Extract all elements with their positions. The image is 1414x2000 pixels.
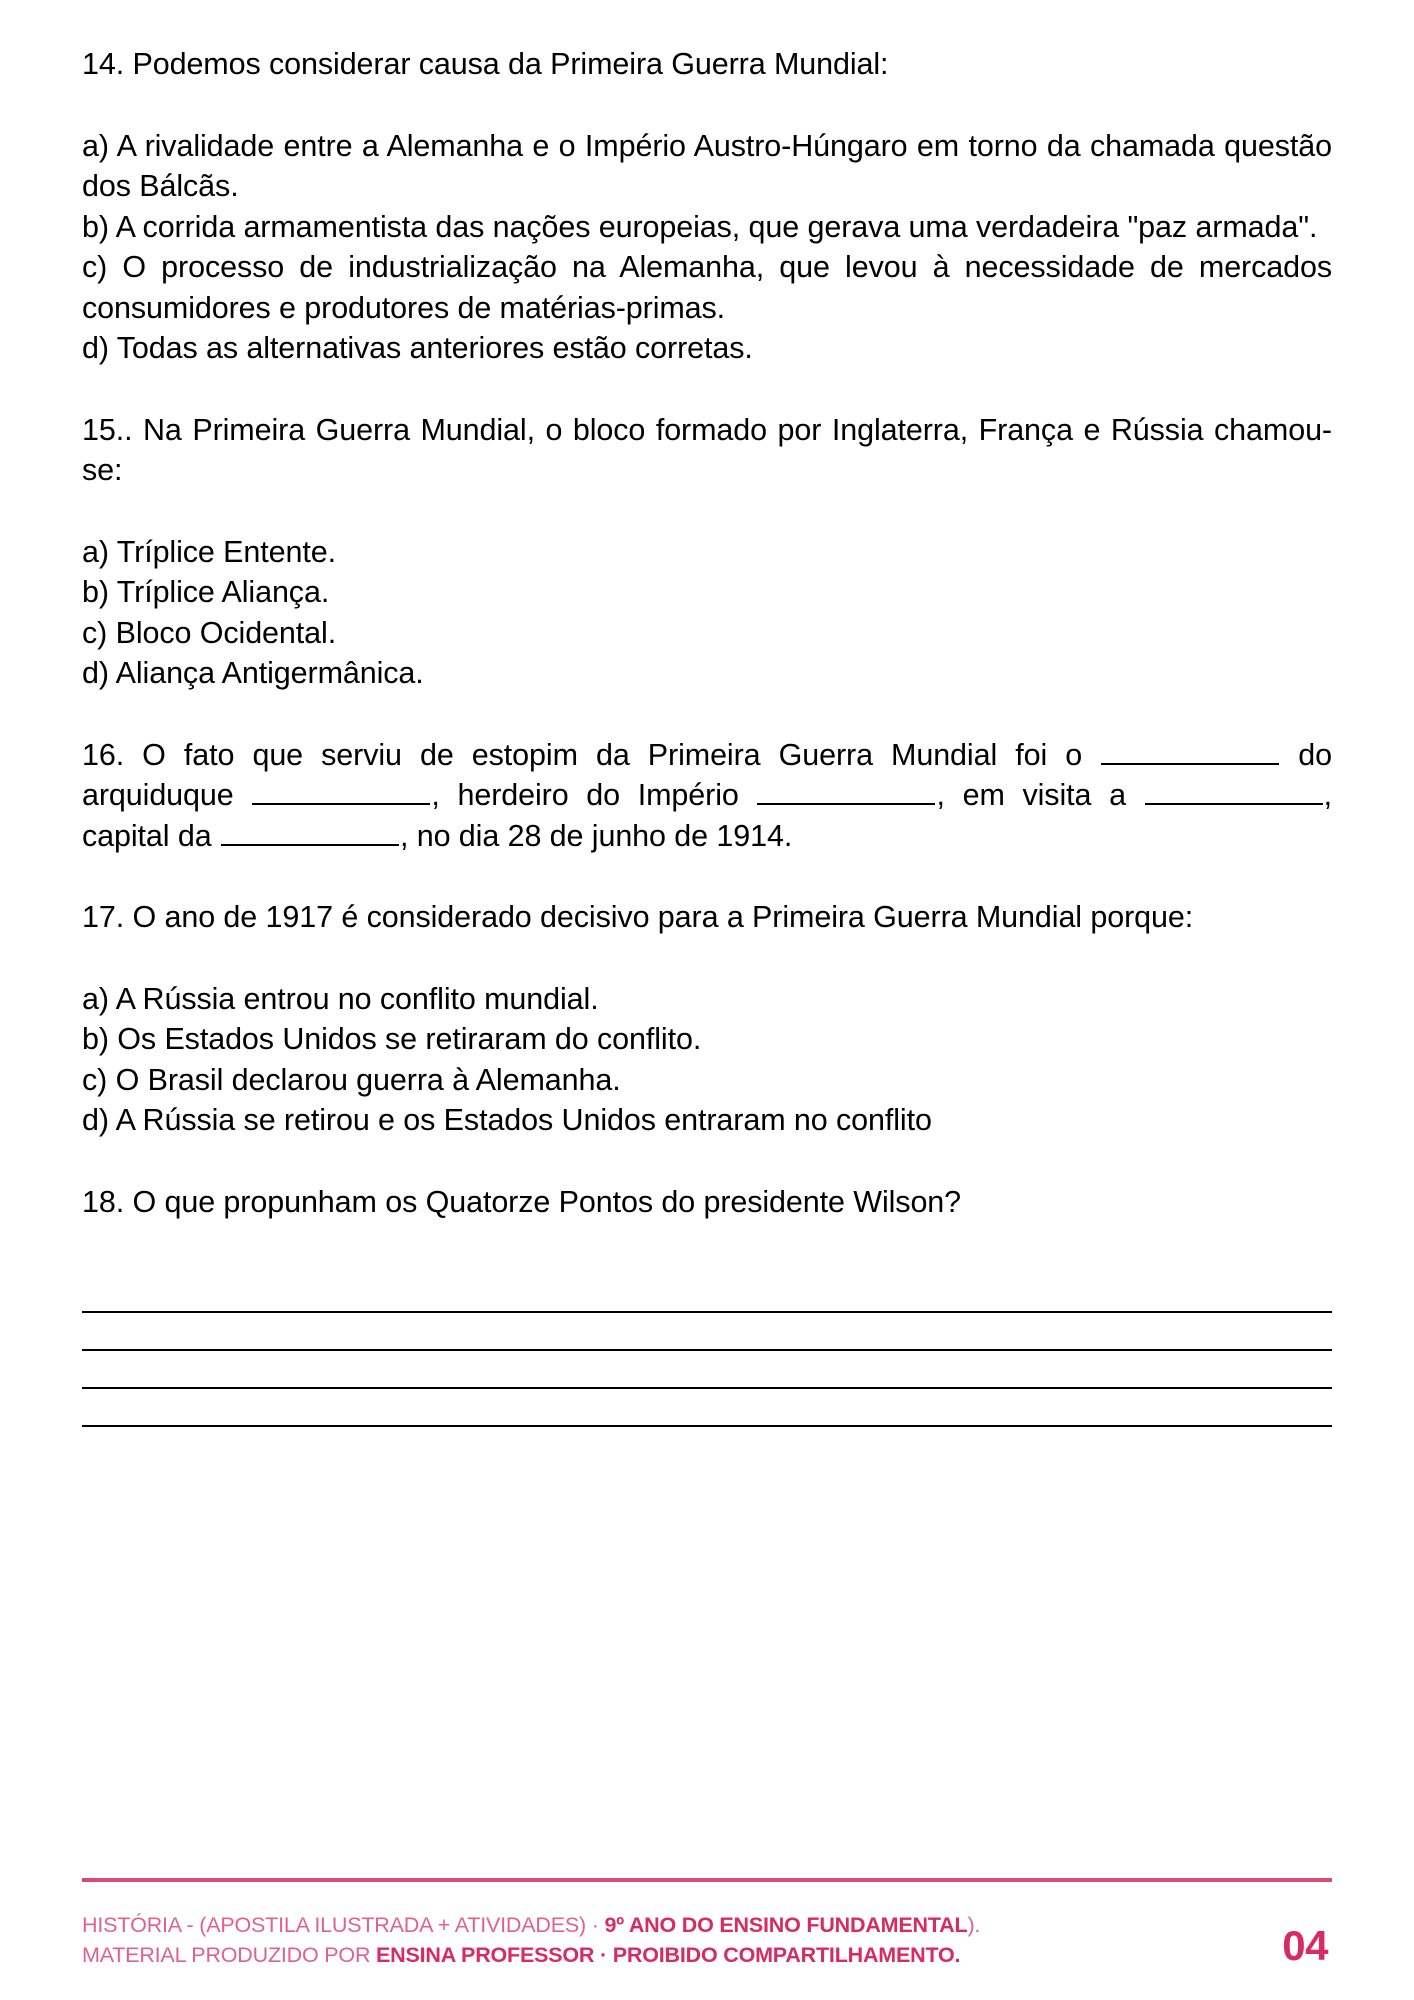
alternative-a: a) A rivalidade entre a Alemanha e o Império Austro-Húngaro em torno da chamada questão dos Bálcãs. bbox=[82, 128, 1332, 203]
alternative-b: b) Os Estados Unidos se retiraram do conflito. bbox=[82, 1022, 702, 1056]
question-15-alternatives bbox=[82, 532, 1332, 694]
question-16-part-5: , capital da bbox=[82, 778, 1333, 853]
alternative-a: a) A Rússia entrou no conflito mundial. bbox=[82, 981, 599, 1016]
page-footer bbox=[82, 1878, 1332, 1970]
answer-line[interactable] bbox=[82, 1275, 1332, 1313]
question-16 bbox=[82, 735, 1332, 857]
footer-divider bbox=[82, 1878, 1332, 1882]
spacer bbox=[82, 938, 1332, 979]
question-14 bbox=[82, 44, 1332, 369]
fill-blank-1[interactable] bbox=[1101, 739, 1279, 765]
footer-line-1-bold: 9º ANO DO ENSINO FUNDAMENTAL bbox=[604, 1913, 968, 1937]
footer-credits bbox=[82, 1910, 980, 1970]
spacer bbox=[82, 85, 1332, 126]
question-17-alternatives bbox=[82, 979, 1332, 1141]
alternative-c: c) Bloco Ocidental. bbox=[82, 615, 337, 650]
answer-line[interactable] bbox=[82, 1351, 1332, 1389]
question-17-stem: 17. O ano de 1917 é considerado decisivo para a Primeira Guerra Mundial porque: bbox=[82, 900, 1194, 934]
alternative-d: d) A Rússia se retirou e os Estados Unidos entraram no conflito bbox=[82, 1103, 932, 1137]
alternative-d: d) Todas as alternativas anteriores estão corretas. bbox=[82, 331, 753, 365]
question-16-part-1: 16. O fato que serviu de estopim da Primeira Guerra Mundial foi o bbox=[82, 737, 1083, 772]
fill-blank-2[interactable] bbox=[252, 779, 430, 805]
question-14-stem: 14. Podemos considerar causa da Primeira Guerra Mundial: bbox=[82, 47, 889, 81]
question-16-part-3: , herdeiro do Império bbox=[431, 778, 739, 812]
spacer bbox=[82, 856, 1332, 897]
fill-blank-5[interactable] bbox=[221, 820, 399, 846]
question-16-part-4: , em visita a bbox=[936, 778, 1126, 812]
question-15 bbox=[82, 410, 1332, 694]
question-16-part-6: , no dia 28 de junho de 1914. bbox=[399, 818, 793, 853]
alternative-c: c) O processo de industrialização na Alemanha, que levou à necessidade de mercados consumidores e produtores de matérias-primas. bbox=[82, 250, 1332, 325]
footer-line-2 bbox=[82, 1940, 980, 1970]
footer-line-1-light-end: ). bbox=[967, 1913, 981, 1937]
answer-line[interactable] bbox=[82, 1389, 1332, 1427]
spacer bbox=[82, 1141, 1332, 1182]
footer-line-2-light: MATERIAL PRODUZIDO POR bbox=[82, 1943, 377, 1967]
question-14-alternatives bbox=[82, 126, 1332, 369]
question-17 bbox=[82, 897, 1332, 1141]
spacer bbox=[82, 491, 1332, 532]
alternative-b: b) A corrida armamentista das nações europeias, que gerava uma verdadeira "paz armada". bbox=[82, 209, 1318, 244]
footer-line-2-bold: ENSINA PROFESSOR · PROIBIDO COMPARTILHAMENTO. bbox=[376, 1943, 961, 1967]
question-18-stem: 18. O que propunham os Quatorze Pontos do presidente Wilson? bbox=[82, 1184, 962, 1219]
footer-body bbox=[82, 1910, 1332, 1970]
page-number: 04 bbox=[1282, 1922, 1328, 1969]
worksheet-content bbox=[82, 44, 1332, 1427]
question-18-answer-area bbox=[82, 1275, 1332, 1427]
alternative-d: d) Aliança Antigermânica. bbox=[82, 656, 424, 690]
alternative-b: b) Tríplice Aliança. bbox=[82, 575, 330, 609]
footer-line-1-light: HISTÓRIA - (APOSTILA ILUSTRADA + ATIVIDADES) · bbox=[82, 1913, 605, 1937]
question-16-part-2: do arquiduque bbox=[82, 737, 1333, 812]
fill-blank-3[interactable] bbox=[757, 779, 935, 805]
fill-blank-4[interactable] bbox=[1145, 779, 1323, 805]
footer-line-1 bbox=[82, 1910, 980, 1940]
question-16-stem bbox=[82, 735, 1332, 857]
spacer bbox=[82, 694, 1332, 735]
alternative-a: a) Tríplice Entente. bbox=[82, 534, 336, 569]
alternative-c: c) O Brasil declarou guerra à Alemanha. bbox=[82, 1062, 621, 1097]
question-18 bbox=[82, 1182, 1332, 1428]
spacer bbox=[82, 369, 1332, 410]
answer-line[interactable] bbox=[82, 1313, 1332, 1351]
question-15-stem: 15.. Na Primeira Guerra Mundial, o bloco formado por Inglaterra, França e Rússia chamou-se: bbox=[82, 412, 1332, 487]
